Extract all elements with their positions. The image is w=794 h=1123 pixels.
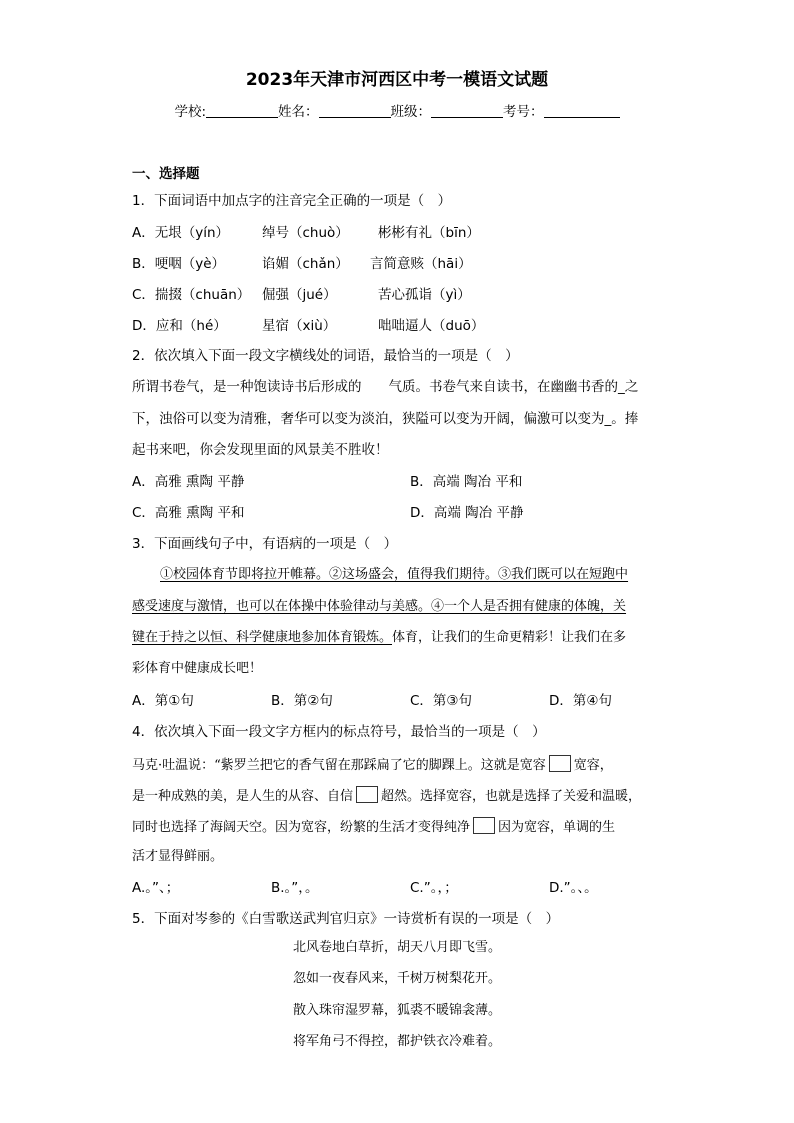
- q4-passage-line: 活才显得鲜丽。: [132, 849, 224, 864]
- passage-text: 是一种成熟的美，是人生的从容、自信: [132, 789, 354, 804]
- page-title: 2023年天津市河西区中考一模语文试题: [245, 70, 549, 90]
- sentence-3-cont: 感受速度与激情，也可以在体操中体验律动与美感。: [132, 599, 432, 614]
- q3-passage-line: [132, 598, 626, 616]
- q1-option-d-word-1: D．应和（hé）: [132, 318, 227, 334]
- q1-option-d-word-2: 星宿（xiù）: [262, 318, 337, 334]
- passage-text: 马克·吐温说：“紫罗兰把它的香气留在那踩扁了它的脚踝上。这就是宽容: [132, 758, 546, 773]
- poem-line: 忽如一夜春风来，千树万树梨花开。: [292, 971, 501, 986]
- sentence-1: ①校园体育节即将拉开帷幕。: [160, 567, 330, 582]
- q3-passage-line: 彩体育中健康成长吧！: [132, 661, 263, 676]
- class-field[interactable]: [431, 103, 503, 118]
- school-field[interactable]: [206, 103, 278, 118]
- passage-text: 因为宽容，单调的生: [498, 820, 616, 835]
- q4-passage-line: [132, 817, 615, 837]
- q3-option-c: C．第③句: [410, 693, 473, 709]
- q3-passage-line: [160, 566, 628, 584]
- punctuation-box-1: [549, 755, 571, 772]
- q3-option-d: D．第④句: [549, 693, 612, 709]
- q1-option-c-word-2: 倔强（jué）: [262, 287, 337, 303]
- q2-option-b: B．高端 陶冶 平和: [410, 474, 523, 490]
- q2-passage-line: 所谓书卷气，是一种饱读诗书后形成的 气质。书卷气来自读书，在幽幽书香的_之: [132, 379, 639, 395]
- q5-stem: 5．下面对岑参的《白雪歌送武判官归京》一诗赏析有误的一项是（ ）: [132, 911, 560, 927]
- number-label: 考号：: [503, 104, 544, 120]
- poem-line: 将军角弓不得控，都护铁衣冷难着。: [292, 1034, 501, 1049]
- passage-text: 宽容，: [573, 758, 613, 773]
- q4-passage-line: [132, 755, 613, 775]
- q4-option-a: A.。”、；: [132, 880, 180, 896]
- q2-option-c: C．高雅 熏陶 平和: [132, 505, 245, 521]
- q2-option-a: A．高雅 熏陶 平静: [132, 474, 245, 490]
- q1-option-a-word-1: A．无垠（yín）: [132, 225, 230, 241]
- q1-option-b-word-1: B．哽咽（yè）: [132, 256, 226, 272]
- poem-line: 散入珠帘湿罗幕，狐裘不暖锦衾薄。: [292, 1003, 501, 1018]
- name-label: 姓名：: [278, 104, 319, 120]
- q1-option-b-word-2: 谄媚（chǎn）: [262, 256, 349, 272]
- passage-text: 同时也选择了海阔天空。因为宽容，纷繁的生活才变得纯净: [132, 820, 471, 835]
- q3-option-a: A．第①句: [132, 693, 194, 709]
- q4-option-d: D.”。、。: [549, 880, 598, 896]
- section-heading: 一、选择题: [132, 166, 200, 182]
- poem-line: 北风卷地白草折，胡天八月即飞雪。: [292, 940, 501, 955]
- q1-option-b-word-3: 言简意赅（hāi）: [370, 256, 472, 272]
- class-label: 班级：: [390, 104, 432, 120]
- q4-stem: 4．依次填入下面一段文字方框内的标点符号，最恰当的一项是（ ）: [132, 724, 546, 740]
- q1-stem: 1．下面词语中加点字的注音完全正确的一项是（ ）: [132, 193, 452, 209]
- number-field[interactable]: [544, 103, 620, 118]
- q1-option-c-word-3: 苦心孤诣（yì）: [378, 287, 471, 303]
- q2-stem: 2．依次填入下面一段文字横线处的词语，最恰当的一项是（ ）: [132, 348, 519, 364]
- q3-stem: 3．下面画线句子中，有语病的一项是（ ）: [132, 536, 398, 552]
- q3-passage-line: [132, 629, 626, 647]
- punctuation-box-2: [356, 786, 378, 803]
- q4-passage-line: [132, 786, 641, 806]
- passage-text: 体育，让我们的生命更精彩！让我们在多: [392, 630, 627, 645]
- punctuation-box-3: [473, 817, 495, 834]
- q1-option-d-word-3: 咄咄逼人（duō）: [378, 318, 485, 334]
- q3-option-b: B．第②句: [271, 693, 333, 709]
- q4-option-b: B.。”，。: [271, 880, 319, 896]
- q1-option-a-word-2: 绰号（chuò）: [262, 225, 349, 241]
- q4-option-c: C.”。，；: [410, 880, 458, 896]
- school-label: 学校:: [174, 104, 207, 120]
- sentence-4: ④一个人是否拥有健康的体魄，关: [431, 599, 627, 614]
- sentence-3: ③我们既可以在短跑中: [498, 567, 629, 582]
- student-info-line: [0, 103, 794, 121]
- q1-option-a-word-3: 彬彬有礼（bīn）: [378, 225, 480, 241]
- passage-text: 超然。选择宽容，也就是选择了关爱和温暖，: [381, 789, 642, 804]
- sentence-4-cont: 键在于持之以恒、科学健康地参加体育锻炼。: [132, 630, 393, 645]
- q2-option-d: D．高端 陶冶 平静: [410, 505, 524, 521]
- name-field[interactable]: [319, 103, 391, 118]
- q2-passage-line: 起书来吧，你会发现里面的风景美不胜收！: [132, 442, 389, 458]
- sentence-2: ②这场盛会，值得我们期待。: [329, 567, 499, 582]
- q1-option-c-word-1: C．揣掇（chuān）: [132, 287, 251, 303]
- q2-passage-line: 下，浊俗可以变为清雅，奢华可以变为淡泊，狭隘可以变为开阔，偏激可以变为_。捧: [132, 411, 639, 427]
